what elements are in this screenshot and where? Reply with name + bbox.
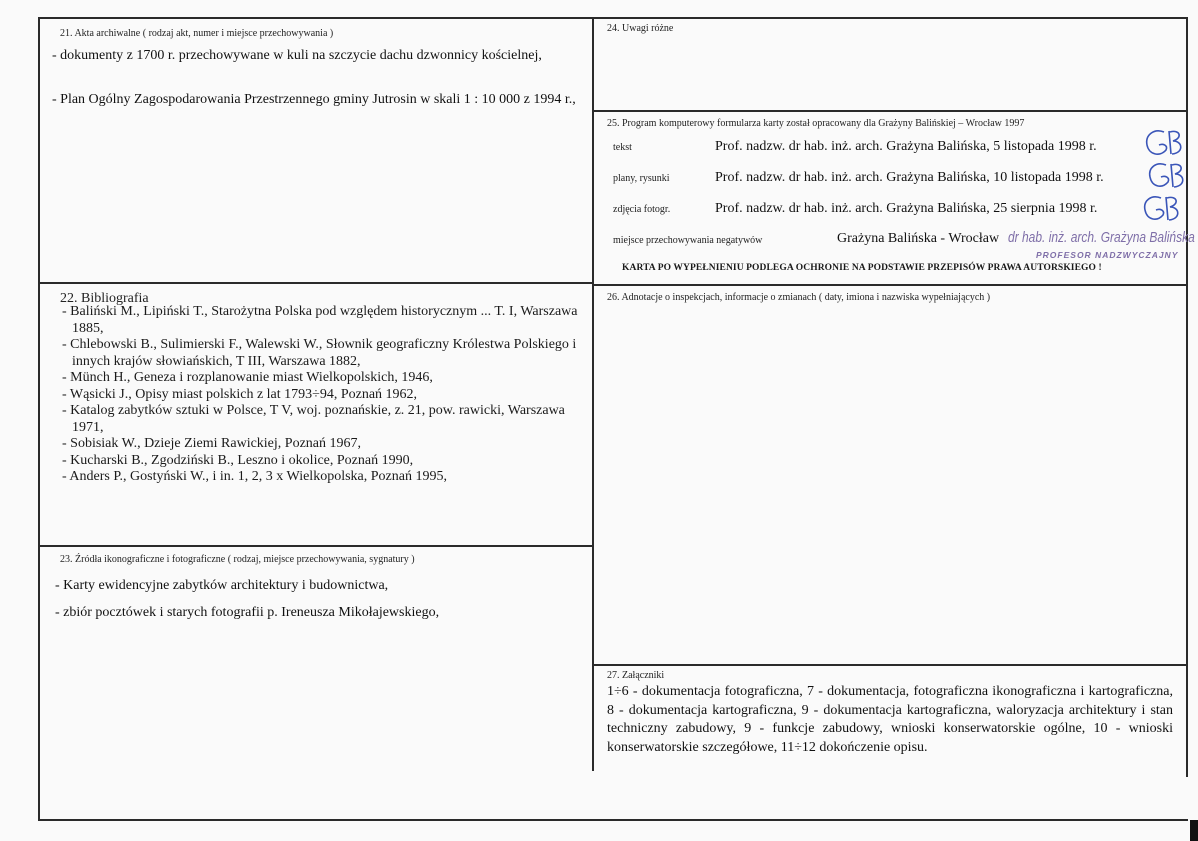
iconographic-item: - zbiór pocztówek i starych fotografii p. Ireneusza Mikołajewskiego, — [55, 605, 440, 620]
archival-item: - Plan Ogólny Zagospodarowania Przestrzennego gminy Jutrosin w skali 1 : 10 000 z 1994 r., — [52, 92, 576, 107]
signature-stamp-title: PROFESOR NADZWYCZAJNY — [1036, 250, 1179, 260]
section-22-header: 22. Bibliografia — [60, 291, 149, 306]
frame-left-line — [38, 17, 40, 819]
signature-stamp-name: dr hab. inż. arch. Grażyna Balińska — [1008, 229, 1195, 246]
iconographic-item: - Karty ewidencyjne zabytków architektury i budownictwa, — [55, 578, 389, 593]
frame-bottom-line — [38, 819, 1188, 821]
bibliography-item: - Baliński M., Lipiński T., Starożytna Polska pod względem historycznym ... T. I, Warszawa 1885, — [62, 304, 578, 336]
credit-label-photos: zdjęcia fotogr. — [613, 204, 671, 215]
credit-label-plans: plany, rysunki — [613, 173, 670, 184]
bibliography-item: - Wąsicki J., Opisy miast polskich z lat 1793÷94, Poznań 1962, — [62, 386, 418, 402]
credit-value-text: Prof. nadzw. dr hab. inż. arch. Grażyna Balińska, 5 listopada 1998 r. — [715, 139, 1097, 154]
copyright-warning: KARTA PO WYPEŁNIENIU PODLEGA OCHRONIE NA PODSTAWIE PRZEPISÓW PRAWA AUTORSKIEGO ! — [622, 263, 1102, 273]
divider-26-27 — [594, 664, 1188, 666]
column-divider-line — [592, 17, 594, 771]
bibliography-item: - Kucharski B., Zgodziński B., Leszno i okolice, Poznań 1990, — [62, 452, 414, 468]
signature-initials-1 — [1142, 126, 1188, 162]
credit-label-text: tekst — [613, 142, 632, 153]
attachments-text: 1÷6 - dokumentacja fotograficzna, 7 - dokumentacja, fotograficzna ikonograficzna i kartograficzna, 8 - dokumentacja kartograficzna, 9 - dokumentacja kartograficzna, waloryzacja architektury i stan techniczny zabudowy, 9 - funkcje zabudowy, wnioski konserwatorskie ogólne, 10 - wnioski konserwatorskie szczegółowe, 11÷12 dokończenie opisu. — [607, 684, 1173, 755]
negatives-value: Grażyna Balińska - Wrocław — [837, 231, 1000, 246]
bibliography-item: - Katalog zabytków sztuki w Polsce, T V, woj. poznańskie, z. 21, pow. rawicki, Warszawa 1971, — [62, 403, 565, 435]
section-27-header: 27. Załączniki — [607, 670, 665, 681]
section-25-header: 25. Program komputerowy formularza karty został opracowany dla Grażyny Balińskiej – Wrocław 1997 — [607, 118, 1025, 129]
right-edge-mark — [1190, 820, 1198, 841]
divider-21-22 — [38, 282, 594, 284]
section-24-header: 24. Uwagi różne — [607, 23, 674, 34]
bibliography-item: - Sobisiak W., Dzieje Ziemi Rawickiej, Poznań 1967, — [62, 436, 362, 451]
divider-24-25 — [594, 110, 1188, 112]
section-26-header: 26. Adnotacje o inspekcjach, informacje o zmianach ( daty, imiona i nazwiska wypełniających ) — [607, 292, 991, 303]
frame-top-line — [38, 17, 1186, 19]
credit-value-plans: Prof. nadzw. dr hab. inż. arch. Grażyna Balińska, 10 listopada 1998 r. — [715, 170, 1104, 185]
signature-initials-2 — [1146, 160, 1190, 194]
divider-22-23 — [38, 545, 594, 547]
archival-item: - dokumenty z 1700 r. przechowywane w kuli na szczycie dachu dzwonnicy kościelnej, — [52, 48, 542, 63]
bibliography-item: - Anders P., Gostyński W., i in. 1, 2, 3 x Wielkopolska, Poznań 1995, — [62, 469, 447, 484]
bibliography-list — [52, 304, 580, 486]
section-23-header: 23. Źródła ikonograficzne i fotograficzne ( rodzaj, miejsce przechowywania, sygnatury ) — [60, 554, 415, 565]
section-21-header: 21. Akta archiwalne ( rodzaj akt, numer i miejsce przechowywania ) — [60, 28, 334, 39]
signature-initials-3 — [1140, 193, 1186, 227]
divider-25-26 — [594, 284, 1188, 286]
credit-value-photos: Prof. nadzw. dr hab. inż. arch. Grażyna Balińska, 25 sierpnia 1998 r. — [715, 201, 1098, 216]
bibliography-item: - Chlebowski B., Sulimierski F., Walewski W., Słownik geograficzny Królestwa Polskiego i innych krajów słowiańskich, T III, Warszawa 1882, — [62, 337, 577, 369]
negatives-label: miejsce przechowywania negatywów — [613, 235, 763, 246]
bibliography-item: - Münch H., Geneza i rozplanowanie miast Wielkopolskich, 1946, — [62, 370, 433, 385]
